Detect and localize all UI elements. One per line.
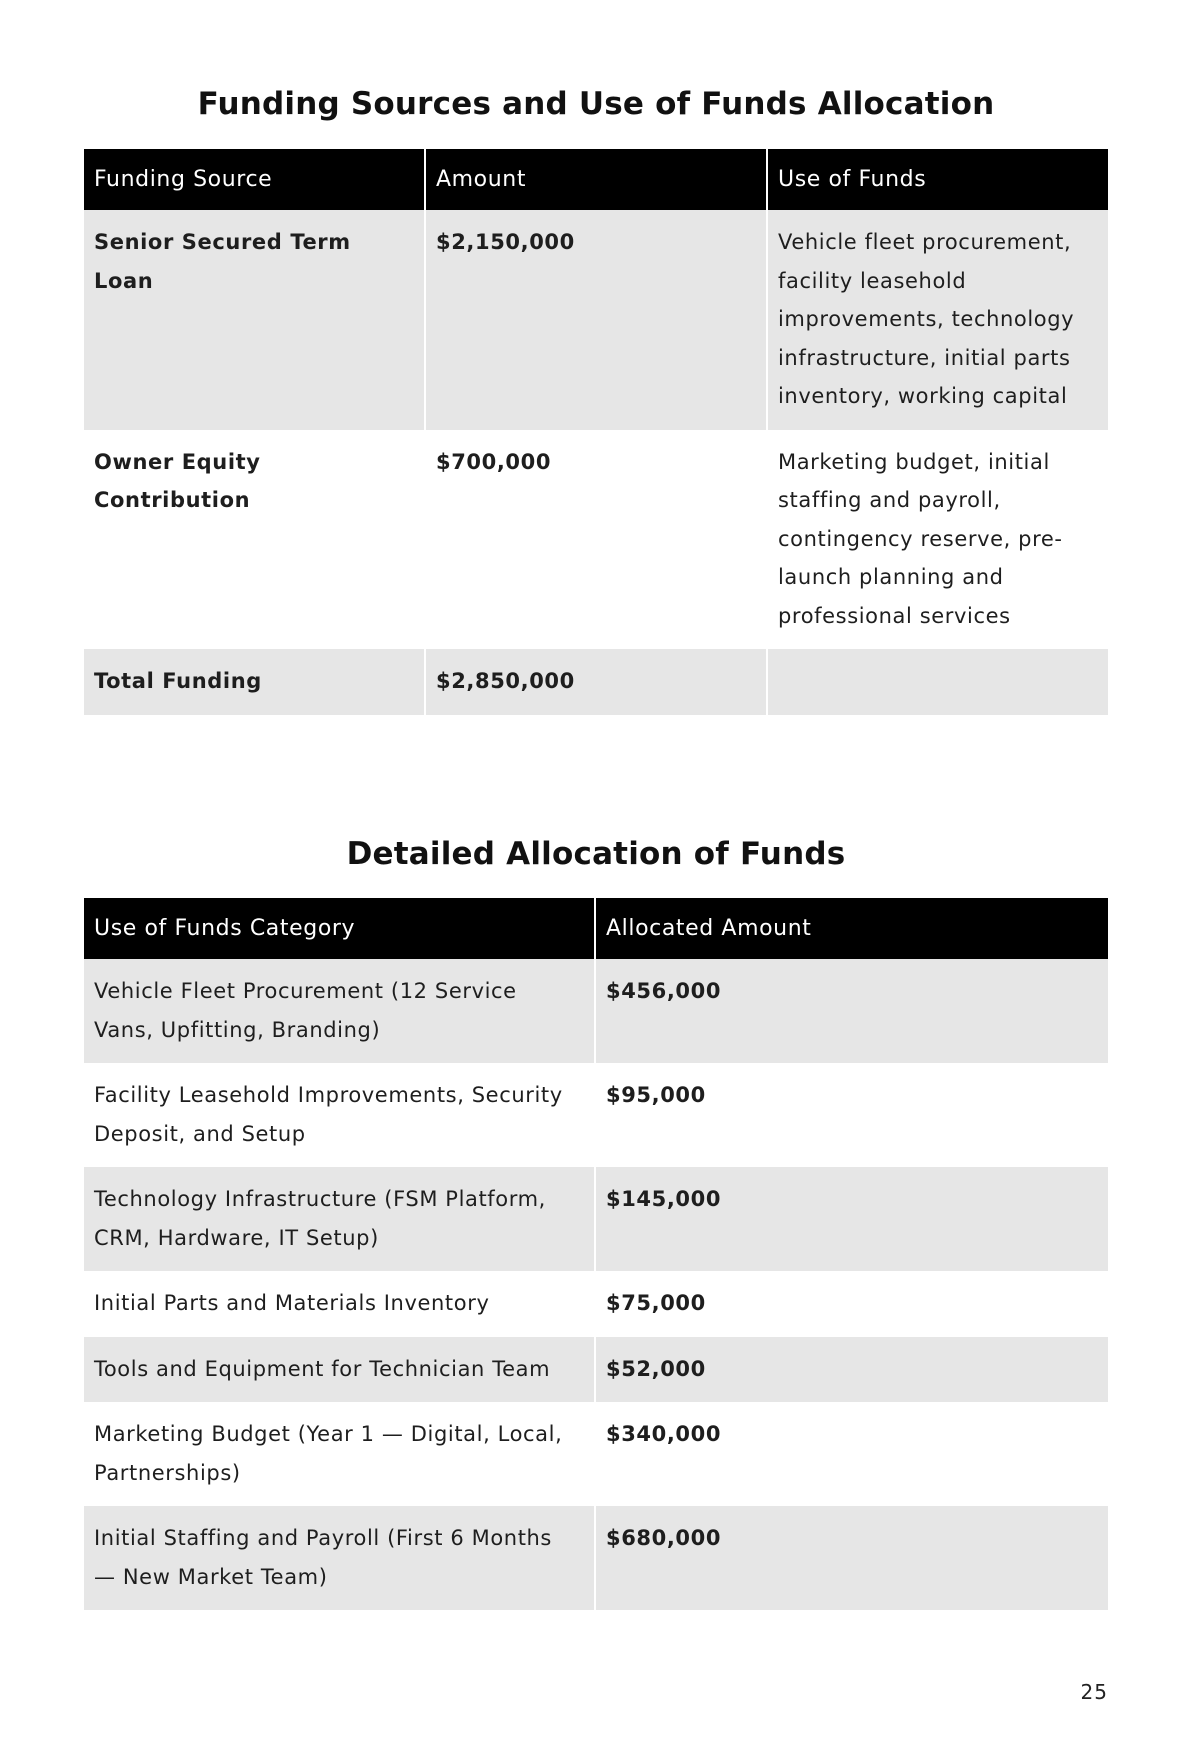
text-line: Vehicle fleet procurement,	[778, 230, 1072, 254]
total-amount-cell: $2,850,000	[425, 649, 767, 715]
detailed-allocation-title: Detailed Allocation of Funds	[346, 836, 846, 872]
column-header-category: Use of Funds Category	[84, 898, 595, 959]
total-label-cell: Total Funding	[84, 649, 425, 715]
table-row	[84, 959, 1108, 1063]
column-header-amount: Amount	[425, 149, 767, 210]
text-line: Partnerships)	[94, 1460, 241, 1485]
text-line: contingency reserve, pre-	[778, 526, 1063, 551]
category-cell	[84, 959, 595, 1063]
column-header-funding-source: Funding Source	[84, 149, 425, 210]
table-row	[84, 1271, 1108, 1337]
text-line: — New Market Team)	[94, 1564, 328, 1589]
text-line: Initial Staffing and Payroll (First 6 Months	[94, 1526, 552, 1550]
amount-cell: $2,150,000	[425, 210, 767, 430]
category-cell	[84, 1506, 595, 1610]
table-row	[84, 1402, 1108, 1506]
text-line: launch planning and	[778, 565, 1004, 589]
text-line: Initial Parts and Materials Inventory	[94, 1291, 490, 1315]
category-cell	[84, 1402, 595, 1506]
table-header-row	[84, 149, 1108, 210]
text-line: inventory, working capital	[778, 384, 1068, 408]
table-row	[84, 210, 1108, 430]
allocated-amount-cell: $456,000	[595, 959, 1108, 1063]
use-of-funds-cell	[767, 210, 1108, 430]
allocated-amount-cell: $340,000	[595, 1402, 1108, 1506]
text-line: Technology Infrastructure (FSM Platform,	[94, 1187, 546, 1211]
text-line: Marketing budget, initial	[778, 449, 1050, 474]
text-line: Facility Leasehold Improvements, Security	[94, 1083, 563, 1107]
text-line: CRM, Hardware, IT Setup)	[94, 1225, 379, 1250]
category-cell	[84, 1271, 595, 1337]
amount-cell: $700,000	[425, 430, 767, 650]
detailed-allocation-table	[84, 898, 1108, 1610]
text-line: Deposit, and Setup	[94, 1121, 306, 1146]
allocated-amount-cell: $52,000	[595, 1337, 1108, 1403]
text-line: professional services	[778, 603, 1011, 628]
table-header-row	[84, 898, 1108, 959]
empty-cell	[767, 649, 1108, 715]
page-number: 25	[1080, 1680, 1108, 1704]
allocated-amount-cell: $95,000	[595, 1063, 1108, 1167]
allocated-amount-cell: $145,000	[595, 1167, 1108, 1271]
text-line: Vehicle Fleet Procurement (12 Service	[94, 979, 517, 1003]
table-row	[84, 1337, 1108, 1403]
funding-sources-title: Funding Sources and Use of Funds Allocation	[197, 86, 995, 122]
category-cell	[84, 1167, 595, 1271]
funding-sources-table	[84, 149, 1108, 715]
text-line: Marketing Budget (Year 1 — Digital, Local,	[94, 1422, 563, 1446]
table-row	[84, 1063, 1108, 1167]
category-cell	[84, 1337, 595, 1403]
table-row	[84, 430, 1108, 650]
funding-source-cell: Owner Equity Contribution	[84, 430, 425, 650]
funding-source-cell: Senior Secured Term Loan	[84, 210, 425, 430]
allocated-amount-cell: $75,000	[595, 1271, 1108, 1337]
text-line: facility leasehold	[778, 268, 967, 293]
text-line: Vans, Upfitting, Branding)	[94, 1017, 381, 1042]
column-header-use-of-funds: Use of Funds	[767, 149, 1108, 210]
text-line: improvements, technology	[778, 307, 1075, 331]
text-line: infrastructure, initial parts	[778, 345, 1071, 370]
use-of-funds-cell	[767, 430, 1108, 650]
category-cell	[84, 1063, 595, 1167]
table-row	[84, 1167, 1108, 1271]
column-header-allocated-amount: Allocated Amount	[595, 898, 1108, 959]
allocated-amount-cell: $680,000	[595, 1506, 1108, 1610]
table-row	[84, 1506, 1108, 1610]
text-line: staffing and payroll,	[778, 488, 1001, 512]
total-row	[84, 649, 1108, 715]
text-line: Tools and Equipment for Technician Team	[94, 1356, 551, 1381]
